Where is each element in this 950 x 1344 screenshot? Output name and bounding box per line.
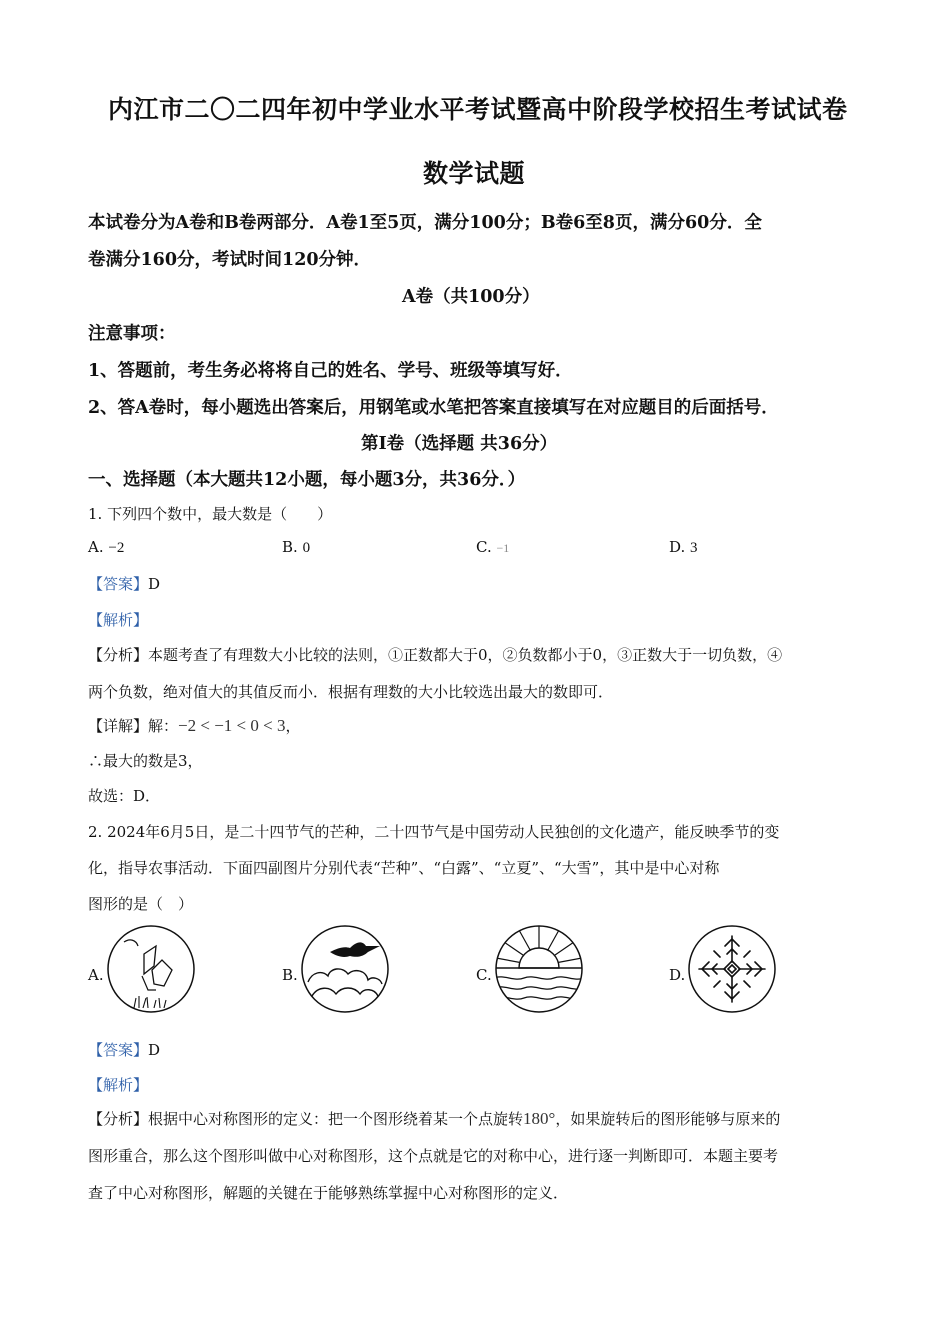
q1-answer-tag: 【答案】 <box>88 575 149 593</box>
lixia-icon <box>494 924 584 1014</box>
q2-stem-line-2: 化，指导农事活动．下面四副图片分别代表“芒种”、“白露”、“立夏”、“大雪”，其中是中心对称 <box>88 859 720 877</box>
notes-heading: 注意事项： <box>88 324 176 344</box>
q2-option-d-label: D. <box>669 966 686 984</box>
intro-line-1: 本试卷分为A卷和B卷两部分．A卷1至5页，满分100分；B卷6至8页，满分60分．全 <box>88 213 762 233</box>
q2-fenxi-line-2: 图形重合，那么这个图形叫做中心对称图形，这个点就是它的对称中心，进行逐一判断即可．本题主要考 <box>88 1147 779 1165</box>
q1-option-b-label: B. <box>282 538 303 556</box>
q1-option-d-label: D. <box>669 538 691 556</box>
q2-analysis-tag: 【解析】 <box>88 1076 149 1094</box>
q1-detail-tag: 【详解】 <box>88 717 149 735</box>
q2-stem-line-1: 2. 2024年6月5日，是二十四节气的芒种，二十四节气是中国劳动人民独创的文化遗产，能反映季节的变 <box>88 823 780 841</box>
q1-option-c <box>476 538 509 556</box>
notes-item-1: 1、答题前，考生务必将将自己的姓名、学号、班级等填写好． <box>88 361 573 381</box>
q1-fenxi-line-1 <box>88 644 782 665</box>
q2-fenxi-tag: 【分析】 <box>88 1110 149 1128</box>
part-one-heading: 第Ⅰ卷（选择题 共36分） <box>361 434 558 454</box>
q2-fenxi-angle: 180° <box>523 1109 556 1128</box>
q1-option-d-value: 3 <box>690 540 698 556</box>
q1-fenxi-text-1: 本题考查了有理数大小比较的法则，①正数都大于0，②负数都小于0，③正数大于一切负数，④ <box>148 646 783 664</box>
q2-fenxi-line-3: 查了中心对称图形，解题的关键在于能够熟练掌握中心对称图形的定义． <box>88 1184 569 1202</box>
q1-choose: 故选：D． <box>88 787 161 805</box>
q1-option-b <box>282 538 310 557</box>
q1-detail <box>88 715 300 736</box>
q1-stem: 1. 下列四个数中，最大数是（ ） <box>88 505 333 523</box>
q1-answer-value: D <box>148 575 161 593</box>
q2-answer-tag: 【答案】 <box>88 1041 149 1059</box>
q2-answer <box>88 1039 160 1060</box>
q2-stem-line-3: 图形的是（ ） <box>88 895 194 913</box>
intro-line-2: 卷满分160分，考试时间120分钟． <box>88 250 372 270</box>
page-title: 内江市二〇二四年初中学业水平考试暨高中阶段学校招生考试试卷 <box>108 95 848 124</box>
q1-option-a <box>88 538 124 557</box>
q1-option-c-value: −1 <box>496 541 510 555</box>
q2-option-a-label: A. <box>88 966 104 984</box>
notes-item-2: 2、答A卷时，每小题选出答案后，用钢笔或水笔把答案直接填写在对应题目的后面括号． <box>88 398 779 418</box>
section-a-heading: A卷（共100分） <box>402 287 540 307</box>
q1-fenxi-line-2: 两个负数，绝对值大的其值反而小．根据有理数的大小比较选出最大的数即可． <box>88 683 614 701</box>
q1-option-b-value: 0 <box>302 540 311 556</box>
q1-option-c-label: C. <box>476 538 497 556</box>
q2-answer-value: D <box>148 1041 161 1059</box>
daxue-icon <box>687 924 777 1014</box>
q2-option-c-label: C. <box>476 966 492 984</box>
section-heading: 一、选择题（本大题共12小题，每小题3分，共36分．） <box>88 470 526 490</box>
mangzhong-icon <box>106 924 196 1014</box>
bailu-icon <box>300 924 390 1014</box>
q2-option-b-label: B. <box>282 966 298 984</box>
q1-option-a-value: −2 <box>108 540 125 556</box>
q1-detail-math: −2 < −1 < 0 < 3 <box>178 716 286 735</box>
q1-detail-text: 解： <box>148 717 179 735</box>
q1-option-d <box>669 538 698 557</box>
q2-fenxi-text-1a: 根据中心对称图形的定义：把一个图形绕着某一个点旋转 <box>148 1110 524 1128</box>
q1-answer <box>88 573 160 594</box>
q2-fenxi-line-1 <box>88 1108 780 1129</box>
q2-fenxi-text-1b: ，如果旋转后的图形能够与原来的 <box>555 1110 781 1128</box>
page-subtitle: 数学试题 <box>423 159 526 188</box>
q1-detail-end: ， <box>285 717 301 735</box>
q1-analysis-tag: 【解析】 <box>88 611 149 629</box>
q1-conclusion: ∴最大的数是3， <box>88 752 203 770</box>
q1-fenxi-tag: 【分析】 <box>88 646 149 664</box>
q1-option-a-label: A. <box>88 538 109 556</box>
